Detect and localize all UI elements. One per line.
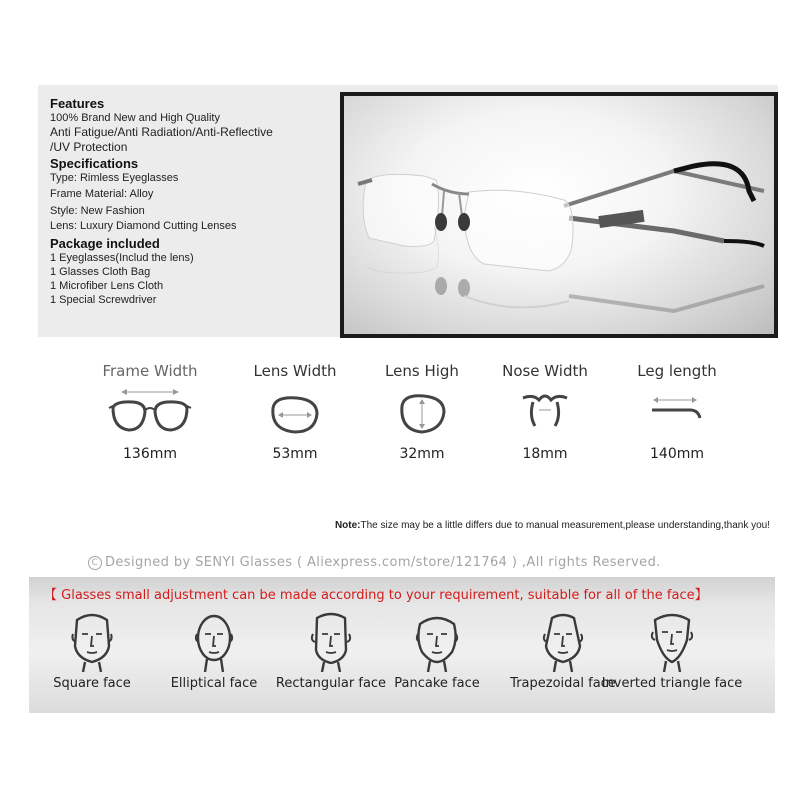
measure-frame-width	[85, 362, 215, 462]
lens-width-icon	[230, 386, 360, 438]
measure-nose-width	[480, 362, 610, 462]
leg-length-icon	[612, 386, 742, 438]
nose-width-icon	[480, 386, 610, 438]
rectangular-face-icon	[306, 610, 356, 672]
spec-lens: Lens: Luxury Diamond Cutting Lenses	[50, 220, 237, 232]
measure-value: 136mm	[123, 446, 177, 462]
measure-value: 18mm	[522, 446, 568, 462]
package-item: 1 Microfiber Lens Cloth	[50, 280, 164, 292]
measure-value: 53mm	[272, 446, 318, 462]
feature-line: /UV Protection	[50, 140, 128, 154]
features-heading: Features	[50, 96, 105, 111]
measure-label: Lens High	[385, 362, 459, 380]
measure-lens-high	[357, 362, 487, 462]
specs-text	[50, 96, 335, 307]
feature-line: 100% Brand New and High Quality	[50, 112, 220, 124]
face-label: Pancake face	[394, 676, 480, 691]
measure-label: Leg length	[637, 362, 717, 380]
face-square	[37, 610, 147, 691]
rimless-eyeglasses-image	[344, 96, 774, 334]
measure-label: Lens Width	[253, 362, 337, 380]
spec-frame-material: Frame Material: Alloy	[50, 188, 154, 200]
measure-value: 32mm	[399, 446, 445, 462]
copyright-credit: C Designed by SENYI Glasses ( Aliexpress.com/store/121764 ) ,All rights Reserved.	[88, 555, 661, 570]
package-item: 1 Glasses Cloth Bag	[50, 266, 151, 278]
measure-label: Nose Width	[502, 362, 588, 380]
face-label: Elliptical face	[170, 676, 258, 691]
lens-high-icon	[357, 386, 487, 438]
face-rectangular	[275, 610, 387, 691]
face-label: Inverted triangle face	[601, 676, 743, 691]
square-face-icon	[67, 610, 117, 672]
measure-lens-width	[230, 362, 360, 462]
spec-type: Type: Rimless Eyeglasses	[50, 172, 179, 184]
size-note: Note:The size may be a little differs due to manual measurement,please understanding,thank you!	[334, 520, 770, 531]
inverted-triangle-face-icon	[647, 610, 697, 672]
face-label: Trapezoidal face	[510, 676, 616, 691]
face-pancake	[382, 610, 492, 691]
trapezoidal-face-icon	[538, 610, 588, 672]
measure-leg-length	[612, 362, 742, 462]
package-item: 1 Eyeglasses(Includ the lens)	[50, 252, 194, 264]
face-label: Rectangular face	[275, 676, 387, 691]
face-trapezoidal	[508, 610, 618, 691]
adjustment-banner: 【 Glasses small adjustment can be made according to your requirement, suitable for all of the face】	[44, 588, 708, 603]
product-photo	[340, 92, 778, 338]
package-item: 1 Special Screwdriver	[50, 294, 157, 306]
frame-width-icon	[85, 386, 215, 438]
spec-style: Style: New Fashion	[50, 205, 145, 217]
feature-line: Anti Fatigue/Anti Radiation/Anti-Reflective	[50, 125, 273, 139]
measure-value: 140mm	[650, 446, 704, 462]
specifications-heading: Specifications	[50, 156, 139, 171]
face-label: Square face	[53, 676, 131, 691]
package-heading: Package included	[50, 236, 160, 251]
face-elliptical	[159, 610, 269, 691]
elliptical-face-icon	[189, 610, 239, 672]
face-inverted-triangle	[601, 610, 743, 691]
measure-label: Frame Width	[102, 362, 198, 380]
pancake-face-icon	[412, 610, 462, 672]
copyright-icon: C	[88, 556, 102, 570]
